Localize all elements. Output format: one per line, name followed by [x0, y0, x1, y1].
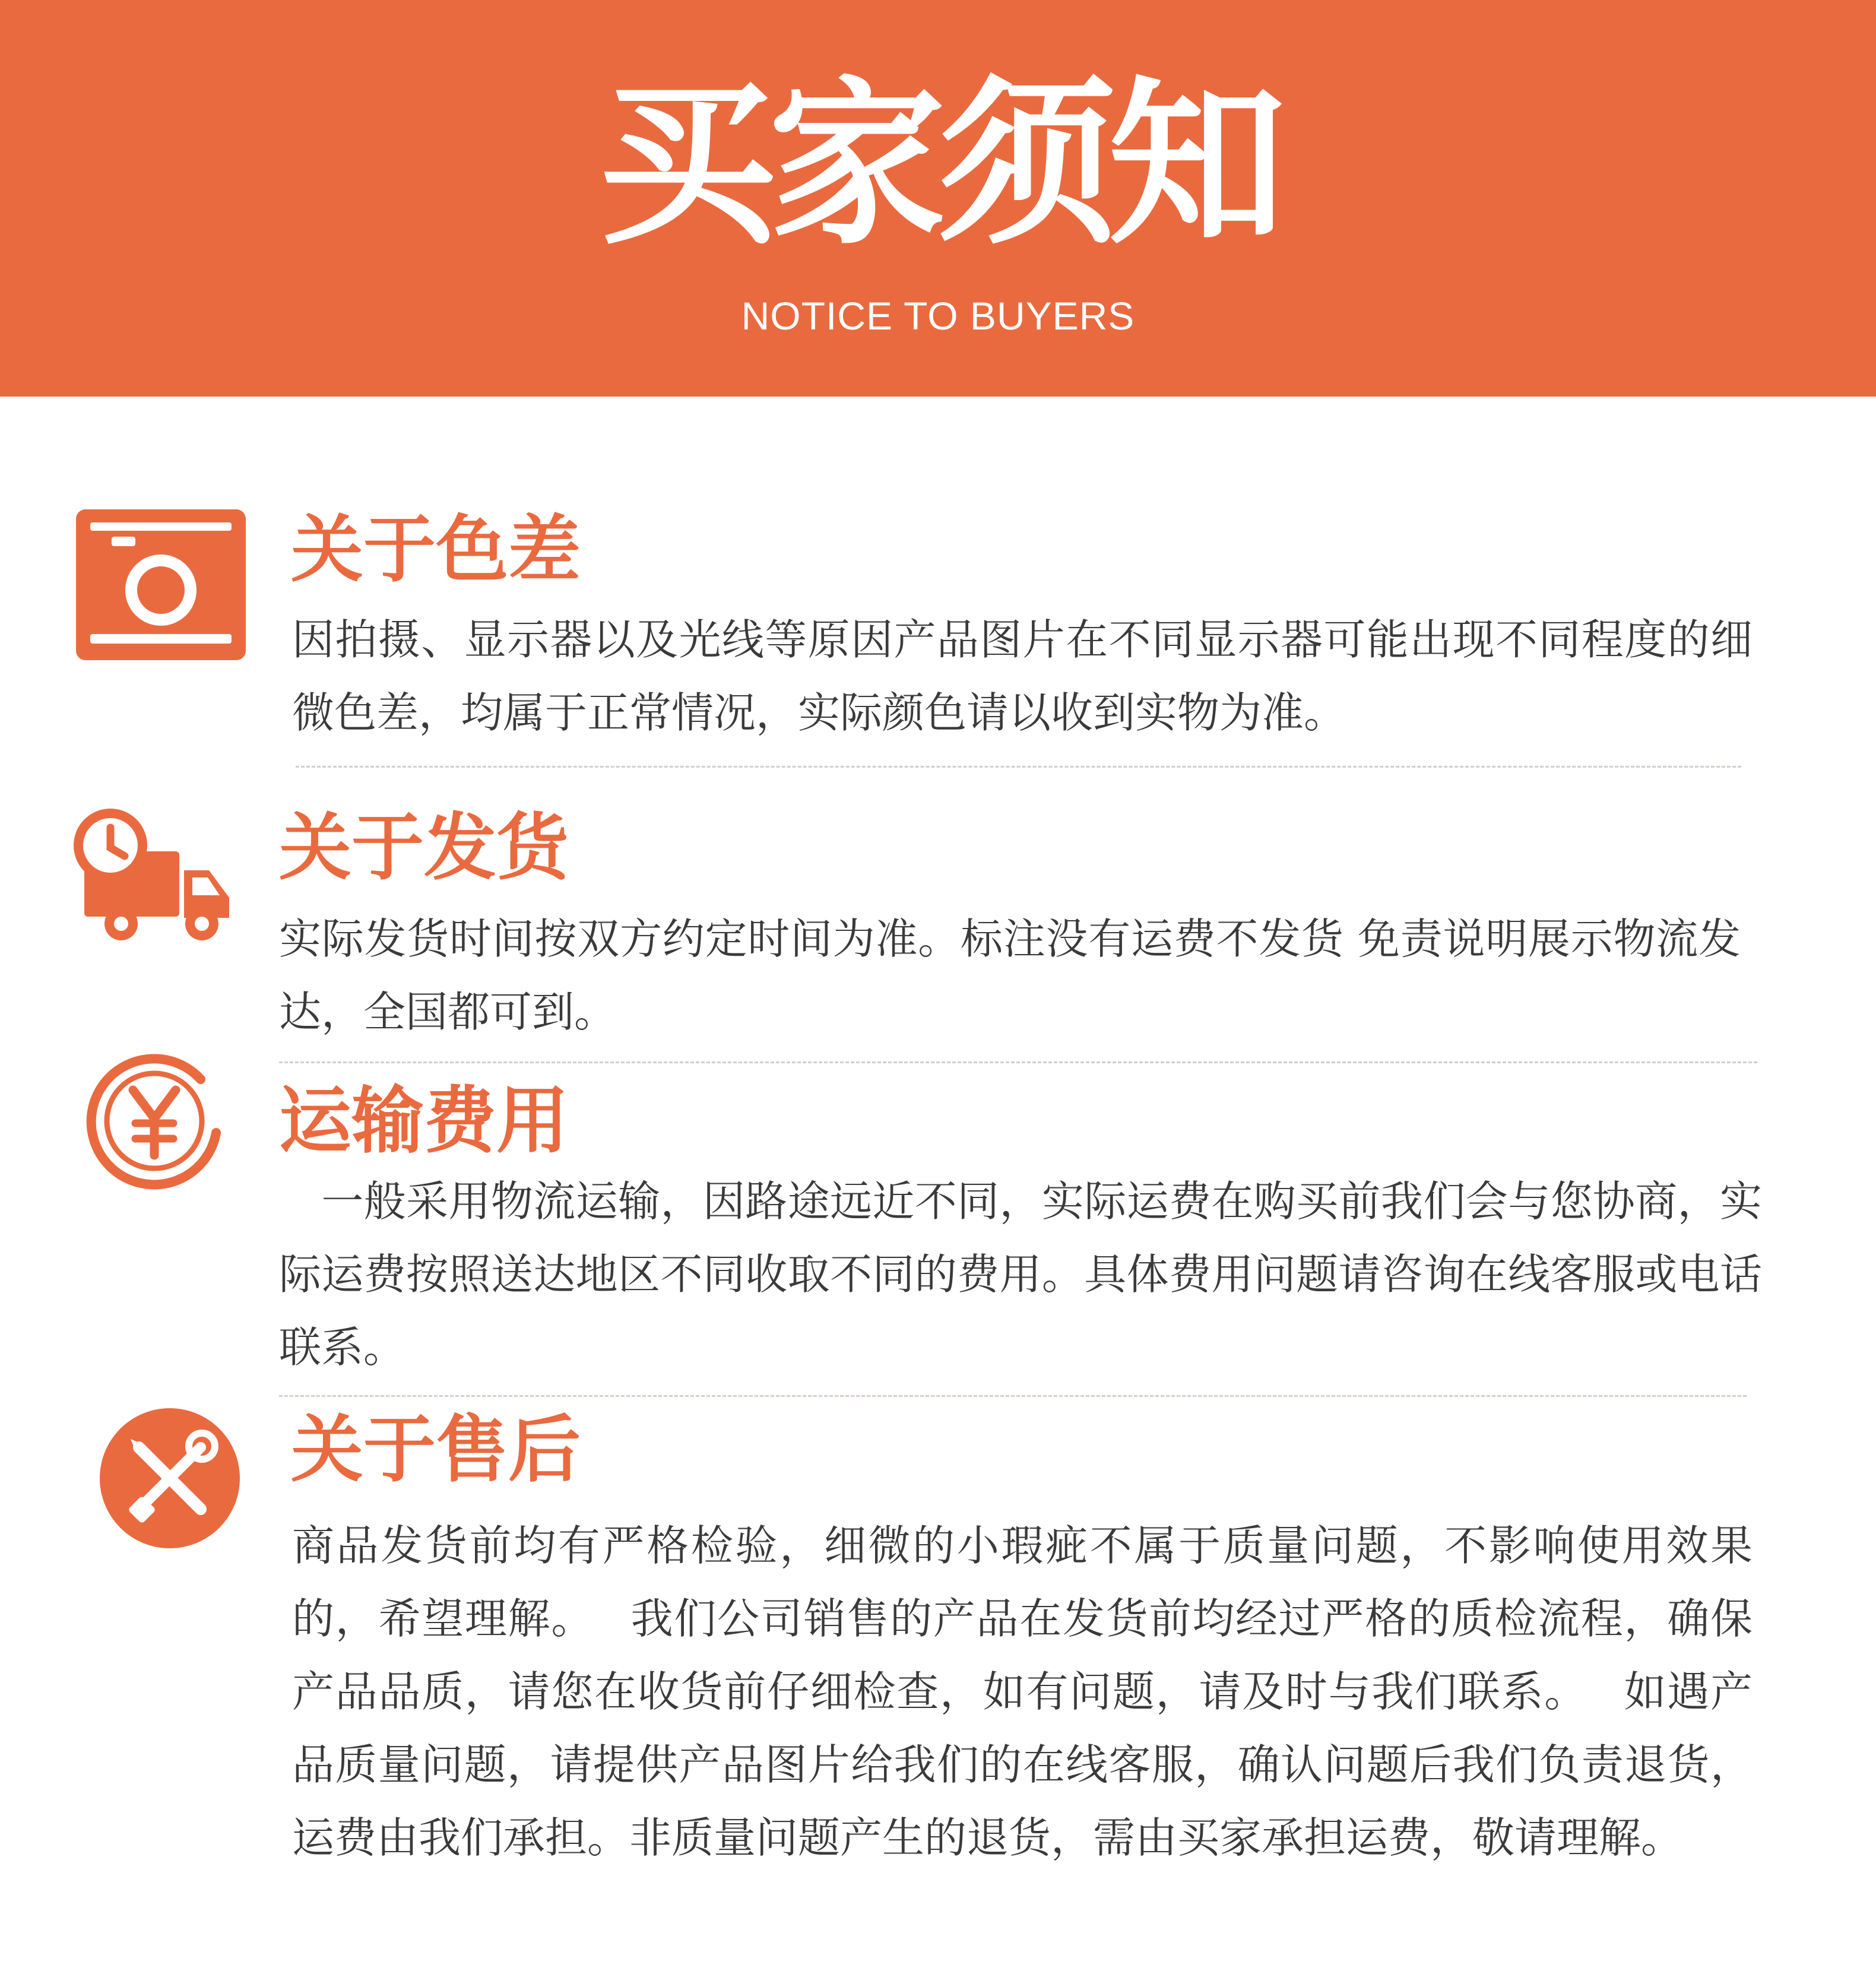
divider	[296, 766, 1741, 768]
section-title: 关于发货	[279, 806, 569, 890]
section-title: 关于色差	[291, 508, 581, 592]
repair-tools-icon	[100, 1408, 240, 1548]
camera-icon	[76, 509, 246, 660]
section-body: 商品发货前均有严格检验，细微的小瑕疵不属于质量问题，不影响使用效果的，希望理解。 我们公司销售的产品在发货前均经过严格的质检流程，确保产品品质，请您在收货前仔细检查，如有问题，请及时与我们联系。 如遇产品质量问题，请提供产品图片给我们的在线客服，确认问题后我们负责退货，运费由我们承担。非质量问题产生的退货，需由买家承担运费，敬请理解。	[292, 1521, 1753, 1862]
header-banner	[0, 0, 1876, 397]
yen-icon	[82, 1051, 228, 1191]
section-title: 运输费用	[279, 1079, 569, 1163]
section-body: 实际发货时间按双方约定时间为准。标注没有运费不发货 免责说明展示物流发达，全国都可到。	[279, 914, 1741, 1037]
page-title: 买家须知	[598, 61, 1278, 268]
section-body: 因拍摄、显示器以及光线等原因产品图片在不同显示器可能出现不同程度的细微色差，均属于正常情况，实际颜色请以收到实物为准。	[292, 615, 1753, 737]
section-title: 关于售后	[291, 1408, 581, 1492]
delivery-truck-icon	[74, 809, 234, 943]
section-body: 一般采用物流运输，因路途远近不同，实际运费在购买前我们会与您协商，实际运费按照送达地区不同收取不同的费用。具体费用问题请咨询在线客服或电话联系。	[279, 1177, 1762, 1372]
divider	[279, 1395, 1747, 1397]
page-subtitle: NOTICE TO BUYERS	[741, 294, 1135, 338]
divider	[279, 1061, 1757, 1063]
